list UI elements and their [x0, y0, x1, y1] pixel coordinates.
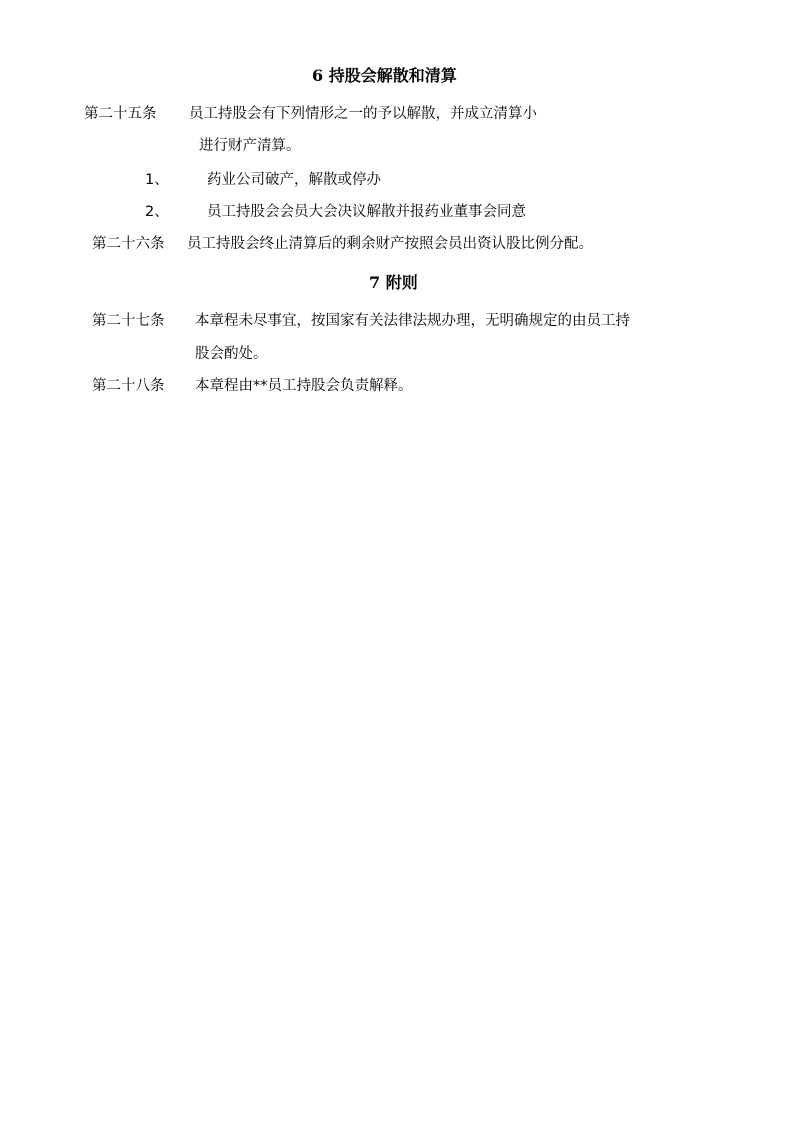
- article-27-text-line1: 本章程未尽事宜，按国家有关法律法规办理，无明确规定的由员工持: [195, 313, 630, 329]
- article-28-text: 本章程由**员工持股会负责解释。: [195, 378, 413, 394]
- article-25-label: 第二十五条: [84, 106, 157, 122]
- article-25-item-1-number: 1、: [145, 172, 169, 188]
- article-27-label: 第二十七条: [92, 313, 165, 329]
- article-25-item-2-text: 员工持股会会员大会决议解散并报药业董事会同意: [207, 204, 526, 220]
- article-25-item-1-text: 药业公司破产，解散或停办: [207, 172, 381, 188]
- article-25-text-line1: 员工持股会有下列情形之一的予以解散，并成立清算小: [189, 106, 537, 122]
- article-27-text-line2: 股会酌处。: [195, 346, 268, 362]
- article-26-label: 第二十六条: [92, 236, 165, 252]
- section-6-title: 6 持股会解散和清算: [312, 66, 457, 85]
- article-28-label: 第二十八条: [92, 378, 165, 394]
- section-7-title: 7 附则: [369, 273, 418, 292]
- article-25-text-line2: 进行财产清算。: [199, 138, 301, 154]
- article-26-text: 员工持股会终止清算后的剩余财产按照会员出资认股比例分配。: [187, 236, 593, 252]
- article-25-item-2-number: 2、: [145, 204, 169, 220]
